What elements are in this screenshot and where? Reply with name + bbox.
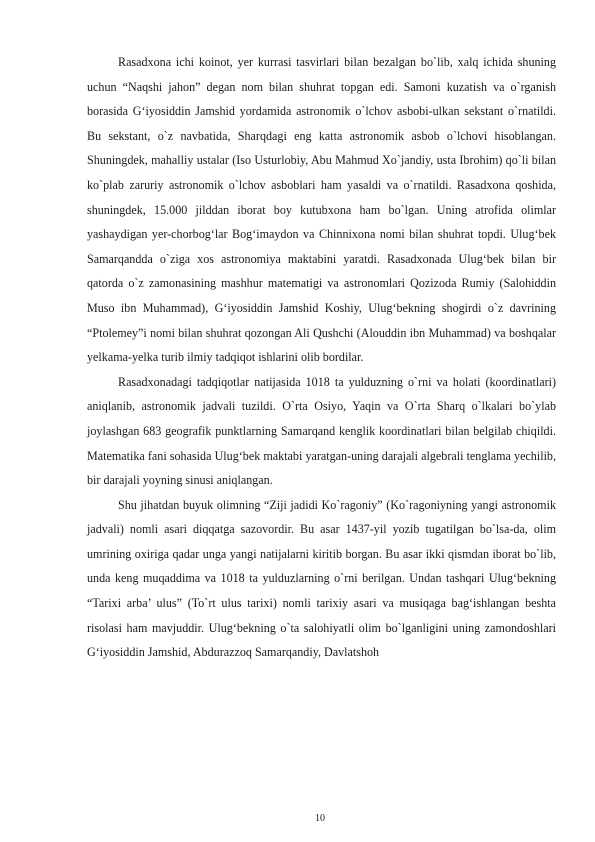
paragraph-zij: Shu jihatdan buyuk olimning “Ziji jadidi Ko`ragoniy” (Ko`ragoniyning yangi astronomik jadvali) nomli asari diqqatga sazovordir. Bu asar 1437-yil yozib tugatilgan bo`lsa-da, olim umrining oxiriga qadar unga yangi natijalarni kiritib borgan. Bu asar ikki qismdan iborat bo`lib, unda keng muqaddima va 1018 ta yulduzlarning o`rni berilgan. Undan tashqari Ulug‘bekning “Tarixi arba’ ulus” (To`rt ulus tarixi) nomli tarixiy asari va musiqaga bag‘ishlangan beshta risolasi ham mavjuddir. Ulug‘bekning o`ta salohiyatli olim bo`lganligini uning zamondoshlari G‘iyosiddin Jamshid, Abdurazzoq Samarqandiy, Davlatshoh: [87, 497, 556, 660]
page-number: 10: [315, 813, 325, 824]
paragraph-observatory: Rasadxona ichi koinot, yer kurrasi tasvirlari bilan bezalgan bo`lib, xalq ichida shuning uchun “Naqshi jahon” degan nom bilan shuhrat topgan edi. Samoni kuzatish va o`rganish borasida G‘iyosiddin Jamshid yordamida astronomik o`lchov asbobi-ulkan sekstant o`rnatildi. Bu sekstant, o`z navbatida, Sharqdagi eng katta astronomik asbob o`lchovi hisoblangan. Shuningdek, mahalliy ustalar (Iso Usturlobiy, Abu Mahmud Xo`jandiy, usta Ibrohim) qo`li bilan ko`plab zaruriy astronomik o`lchov asboblari ham yasaldi va o`rnatildi. Rasadxona qoshida, shuningdek, 15.000 jilddan iborat boy kutubxona ham bo`lgan. Uning atrofida olimlar yashaydigan yer-chorbog‘lar Bog‘imaydon va Chinnixona nomi bilan shuhrat topdi. Ulug‘bek Samarqandda o`ziga xos astronomiya maktabini yaratdi. Rasadxonada Ulug‘bek bilan bir qatorda o`z zamonasining mashhur matematigi va astronomlari Qozizoda Rumiy (Salohiddin Muso ibn Muhammad), G‘iyosiddin Jamshid Koshiy, Ulug‘bekning shogirdi o`z davrining “Ptolemey”i nomi bilan shuhrat qozongan Ali Qushchi (Alouddin ibn Muhammad) va boshqalar yelkama-yelka turib ilmiy tadqiqot ishlarini olib bordilar.: [87, 55, 556, 365]
document-body: [87, 50, 556, 665]
paragraph-research-results: Rasadxonadagi tadqiqotlar natijasida 1018 ta yulduzning o`rni va holati (koordinatlari) aniqlanib, astronomik jadvali tuzildi. O`rta Osiyo, Yaqin va O`rta Sharq o`lkalari bo`ylab joylashgan 683 geografik punktlarning Samarqand kenglik koordinatlari bilan belgilab chiqildi. Matematika fani sohasida Ulug‘bek maktabi yaratgan-uning darajali algebrali tenglama yechilib, bir darajali yoyning sinusi aniqlangan.: [87, 374, 556, 488]
